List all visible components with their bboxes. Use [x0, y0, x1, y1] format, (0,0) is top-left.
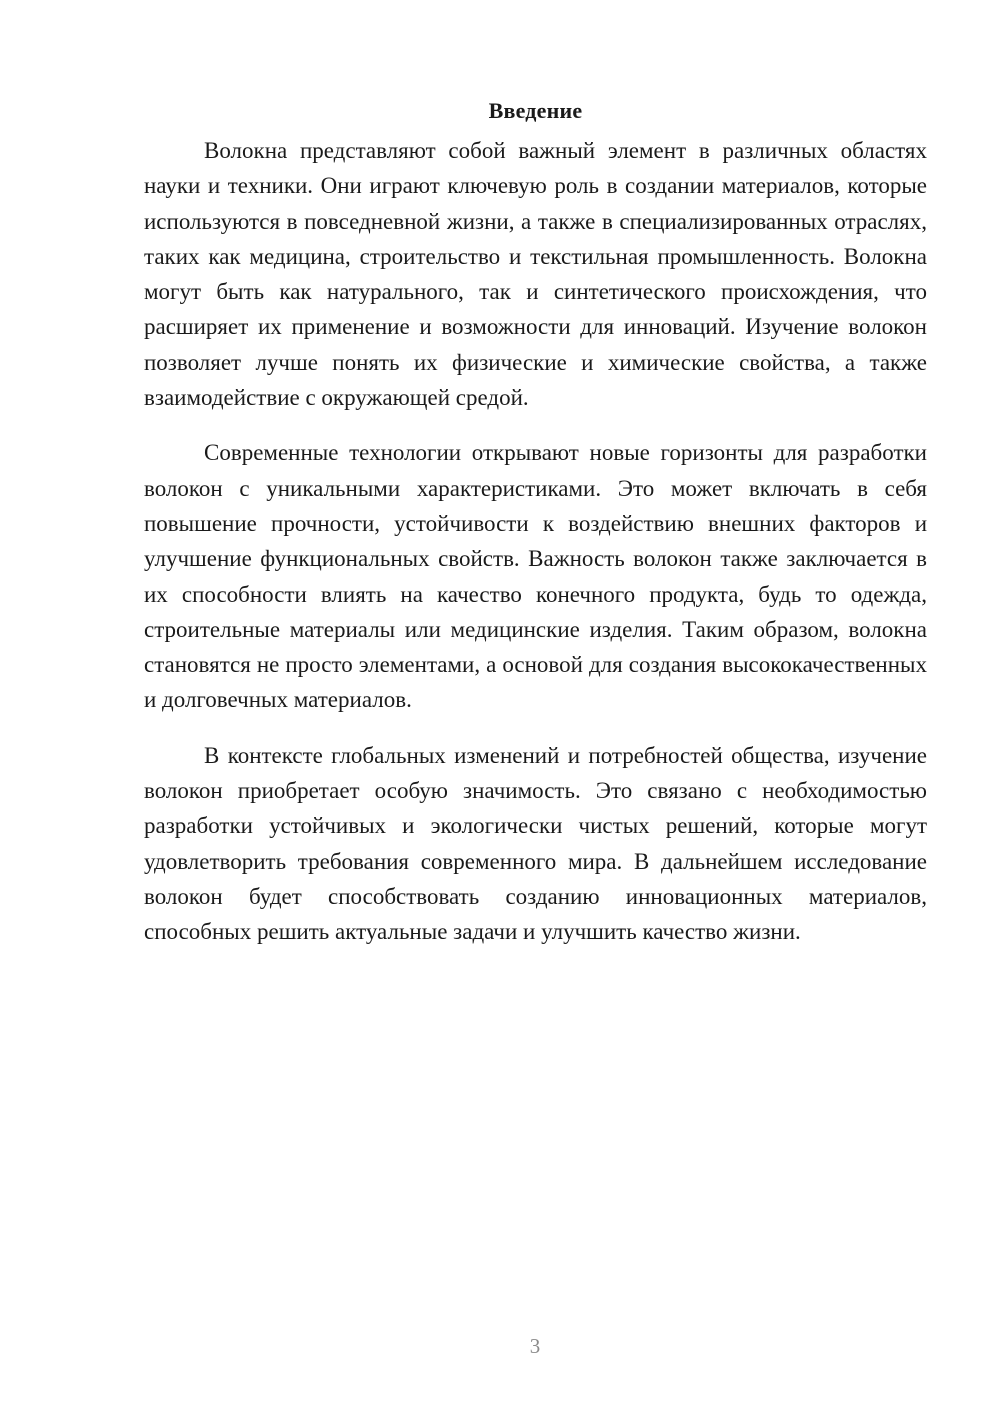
page-content [144, 96, 927, 970]
paragraph-2: Современные технологии открывают новые горизонты для разработки волокон с уникальными характеристиками. Это может включать в себя повышение прочности, устойчивости к воздействию внешних факторов и улучшение функциональных свойств. Важность волокон также заключается в их способности влиять на качество конечного продукта, будь то одежда, строительные материалы или медицинские изделия. Таким образом, волокна становятся не просто элементами, а основой для создания высококачественных и долговечных материалов. [144, 440, 927, 713]
paragraph-1: Волокна представляют собой важный элемент в различных областях науки и техники. Они играют ключевую роль в создании материалов, которые используются в повседневной жизни, а также в специализированных отраслях, таких как медицина, строительство и текстильная промышленность. Волокна могут быть как натурального, так и синтетического происхождения, что расширяет их применение и возможности для инноваций. Изучение волокон позволяет лучше понять их физические и химические свойства, а также взаимодействие с окружающей средой. [144, 138, 927, 411]
section-title: Введение [488, 98, 583, 123]
page-number: 3 [529, 1334, 541, 1358]
paragraph-3: В контексте глобальных изменений и потребностей общества, изучение волокон приобретает особую значимость. Это связано с необходимостью разработки устойчивых и экологически чистых решений, которые могут удовлетворить требования современного мира. В дальнейшем исследование волокон будет способствовать созданию инновационных материалов, способных решить актуальные задачи и улучшить качество жизни. [144, 742, 927, 945]
